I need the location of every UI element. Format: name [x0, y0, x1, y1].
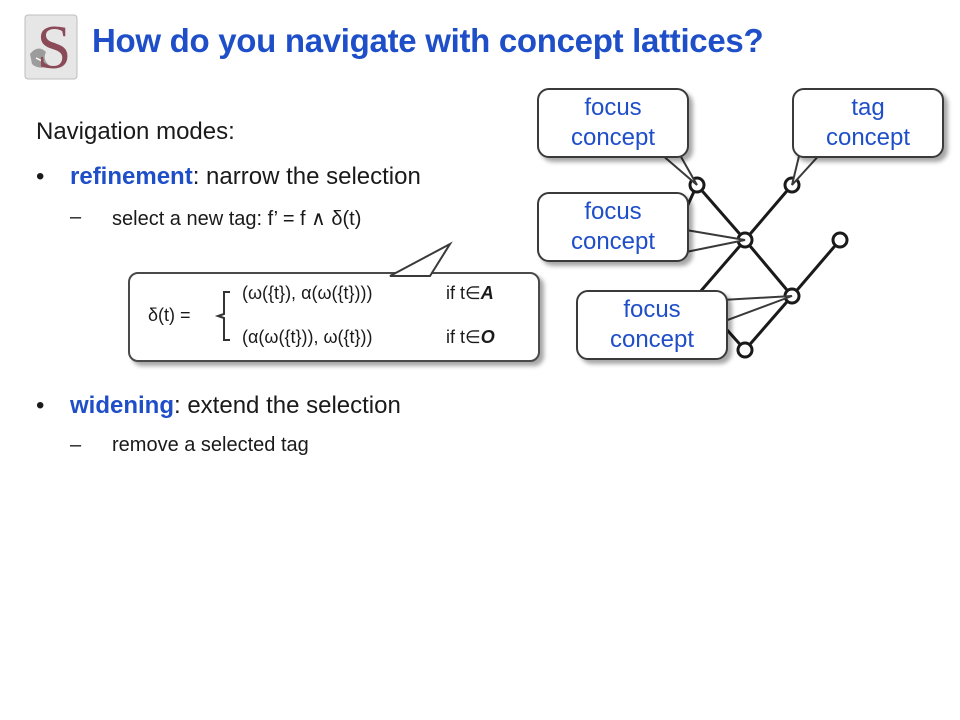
- callout-line1: tag: [851, 94, 885, 121]
- case1-set: A: [480, 283, 494, 303]
- lattice-node: [738, 343, 752, 357]
- dash-marker: –: [70, 206, 82, 228]
- callout-focus-concept-top: [537, 88, 689, 158]
- formula-callout-tail: [390, 244, 450, 276]
- callout-line1: focus: [584, 94, 642, 121]
- slide-title: How do you navigate with concept lattices?: [92, 22, 764, 59]
- keyword-widening: widening: [70, 392, 174, 419]
- formula-case1-expr: (ω({t}), α(ω({t}))): [242, 283, 373, 303]
- callout-line1: focus: [584, 198, 642, 225]
- intro-heading: Navigation modes:: [36, 118, 235, 145]
- keyword-refinement: refinement: [70, 163, 193, 190]
- callout-line2: concept: [570, 124, 656, 151]
- formula-case2-expr: (α(ω({t})), ω({t})): [242, 327, 373, 347]
- callout-line1: focus: [623, 296, 681, 323]
- bullet-widening-text: : extend the selection: [174, 392, 401, 419]
- callout-tag-concept: [792, 88, 944, 158]
- bullet-refinement-text: : narrow the selection: [192, 163, 421, 190]
- case2-cond-text: if t∈: [446, 327, 481, 347]
- lattice-node: [833, 233, 847, 247]
- case1-cond-text: if t∈: [446, 283, 481, 303]
- case2-set: O: [480, 327, 495, 347]
- callout-focus-concept-bottom: [576, 290, 728, 360]
- callout-line2: concept: [570, 228, 656, 255]
- callout-focus-concept-middle: [537, 192, 689, 262]
- logo-letter: S: [36, 14, 72, 80]
- callout-line2: concept: [609, 326, 695, 353]
- dash-marker: –: [70, 434, 82, 456]
- bullet-marker: •: [36, 392, 45, 419]
- sub-widening: remove a selected tag: [112, 434, 309, 456]
- bullet-marker: •: [36, 163, 45, 190]
- callout-line2: concept: [825, 124, 911, 151]
- sub-refinement: select a new tag: f’ = f ∧ δ(t): [112, 208, 362, 230]
- formula-lhs: δ(t) =: [148, 305, 191, 325]
